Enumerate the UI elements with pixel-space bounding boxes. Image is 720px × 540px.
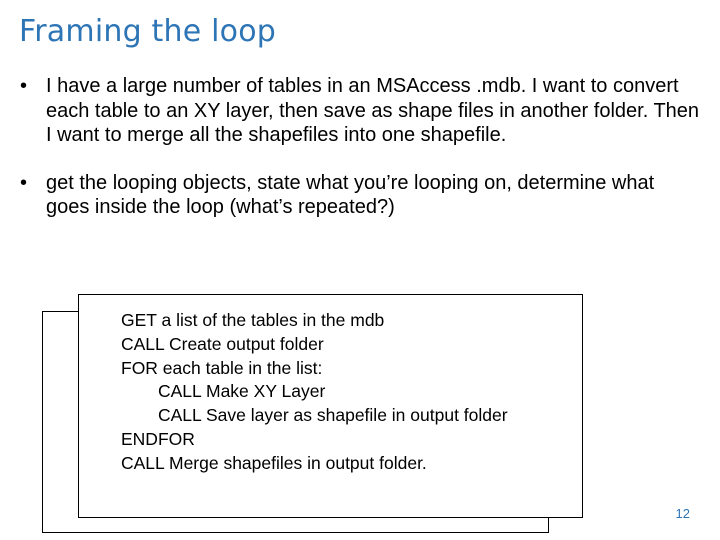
bullet-marker: • <box>20 75 28 97</box>
bullet-text: get the looping objects, state what you’re looping on, determine what goes inside the loop (what’s repeated?) <box>46 171 655 218</box>
pseudocode-line: CALL Make XY Layer <box>158 381 326 402</box>
bullet-marker: • <box>20 171 28 194</box>
bullet-item-1 <box>20 74 700 148</box>
pseudocode-line: FOR each table in the list: <box>121 357 323 378</box>
pseudocode-line: CALL Save layer as shapefile in output folder <box>158 405 508 426</box>
pseudocode-line: CALL Merge shapefiles in output folder. <box>121 452 427 473</box>
bullet-item-2 <box>20 171 700 220</box>
pseudocode-line: GET a list of the tables in the mdb <box>121 310 385 330</box>
pseudocode-line: CALL Create output folder <box>121 333 324 354</box>
bullet-list <box>20 74 700 220</box>
slide-title: Framing the loop <box>19 14 276 49</box>
bullet-text: I have a large number of tables in an MSAccess .mdb. I want to convert each table to an XY layer, then save as shape files in another folder. Then I want to merge all the shapefiles into one shapefile. <box>46 75 700 146</box>
pseudocode-text <box>121 309 508 476</box>
page-number: 12 <box>675 506 690 521</box>
pseudocode-line: ENDFOR <box>121 428 195 449</box>
